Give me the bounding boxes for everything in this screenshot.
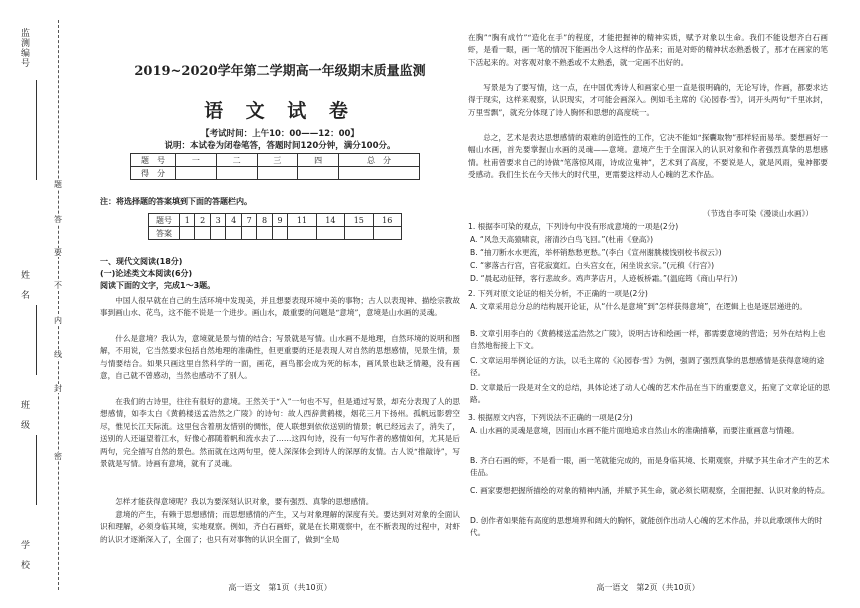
score-input-cell (216, 167, 257, 180)
answer-input-cell (272, 227, 287, 240)
binding-margin (0, 0, 72, 608)
passage-paragraph: 总之，艺术是表达思想感情的艰难的创造性的工作，它决不能如“探囊取物”那样轻而易举。要想画好一幅山水画，首先要掌握山水画的灵魂——意境。意境产生于全面深入的认识对象和作者强烈真挚的思想感情。杜甫曾要求自己的诗做“笔落惊风雨，诗成泣鬼神”，艺术到了高度，不要说是人，就是风雨，鬼神都要受感动。我们生长在今天伟大的时代里，更需要这样动人心魄的艺术作品。 (468, 133, 828, 180)
question-stem: 3. 根据原文内容，下列说法不正确的一项是(2分) (468, 413, 633, 422)
score-input-cell (257, 167, 298, 180)
page-2 (468, 0, 828, 608)
passage-paragraph: 什么是意境？我认为，意境就是景与情的结合；写景就是写情。山水画不是地理，自然环境的说明和图解，不用说，它当然要求包括自然地理的准确性，但更重要的还是表现人对自然的思想感情，见景生情，景与情要结合。如果只画这里自然科学的一面，画花，画鸟都会成为死的标本，画风景也缺乏情趣，没有画意，自己就不曾感动，当然也感动不了别人。 (100, 334, 460, 381)
answer-option: C. “寥落古行宫，宫花寂寞红。白头宫女在，闲坐说玄宗。”(元稹《行宫》) (470, 261, 715, 270)
passage-paragraph: 写景是为了要写情，这一点，在中国优秀诗人和画家心里一直是很明确的，无论写诗，作画，都要求达得于现实，这样来观察，认识现实，才可能会画深入。例如毛主席的《沁园春·雪》，词开头两句“千里冰封，万里雪飘”，就充分体现了诗人胸怀和思想的高度统一。 (468, 83, 828, 117)
exam-number-label: 监测编号 (19, 28, 29, 68)
answer-option: D. “晨起动征铎，客行悲故乡。鸡声茅店月，人迹板桥霜。”(温庭筠《商山早行》) (470, 274, 738, 283)
class-line (36, 435, 37, 505)
score-table-header-row (131, 154, 420, 167)
score-table (130, 153, 420, 180)
answer-cell: 3 (210, 214, 225, 227)
answer-option: A. 文章采用总分总的结构展开论证，从“什么是意境”到“怎样获得意境”，在逻辑上也是逐层递进的。 (470, 302, 807, 311)
answer-input-cell (180, 227, 195, 240)
answer-cell: 题号 (149, 214, 180, 227)
name-line (36, 305, 37, 375)
answer-table (148, 213, 402, 240)
seal-char: 线 (54, 350, 62, 359)
seal-char: 内 (54, 316, 62, 325)
answer-option: D. 文章最后一段是对全文的总结，具体论述了动人心魄的艺术作品在当下的重要意义，拓宽了文章论证的思路。 (470, 383, 830, 405)
passage-source: （节选自李可染《漫谈山水画》） (702, 209, 813, 218)
answer-table-row (149, 227, 402, 240)
score-cell: 得 分 (131, 167, 176, 180)
exam-title: 2019~2020学年第二学期高一年级期末质量监测 (134, 64, 426, 79)
score-input-cell (176, 167, 217, 180)
score-input-cell (298, 167, 339, 180)
passage-paragraph: 在胸”“胸有成竹”“造化在手”的程度，才能把握神的精神实质，赋予对象以生命。我们不能设想齐白石画虾，是看一眼，画一笔的情况下能画出令人这样的作品来；而是对虾的精神状态熟悉极了，那才在画家的笔下活起来的。对客观对象不熟悉或不太熟悉，就一定画不出好的。 (468, 33, 828, 67)
answer-input-cell (345, 227, 373, 240)
answer-cell: 16 (373, 214, 402, 227)
score-cell: 二 (216, 154, 257, 167)
exam-note: 说明：本试卷为闭卷笔答，答题时间120分钟，满分100分。 (164, 141, 396, 151)
question-stem: 1. 根据李可染的观点，下列诗句中没有形成意境的一项是(2分) (468, 222, 679, 231)
answer-option: D. 创作者如果能有高度的思想境界和阔大的胸怀，就能创作出动人心魄的艺术作品，并以此歌颂伟大的时代。 (470, 516, 823, 538)
answer-option: B. “抽刀断水水更流，举杯销愁愁更愁。”(李白《宣州谢朓楼饯别校书叔云》) (470, 248, 722, 257)
answer-cell: 1 (180, 214, 195, 227)
exam-number-line (36, 80, 37, 180)
answer-input-cell (241, 227, 256, 240)
answer-input-cell (373, 227, 402, 240)
seal-char: 要 (54, 248, 62, 257)
seal-char: 不 (54, 281, 62, 290)
seal-line (58, 20, 59, 590)
score-cell: 四 (298, 154, 339, 167)
question-stem: 2. 下列对原文论证的相关分析，不正确的一项是(2分) (468, 289, 648, 298)
answer-input-cell (210, 227, 225, 240)
answer-cell: 15 (345, 214, 373, 227)
seal-char: 密 (54, 452, 62, 461)
answer-cell: 7 (241, 214, 256, 227)
score-cell: 总 分 (339, 154, 420, 167)
answer-input-cell (226, 227, 241, 240)
answer-cell: 8 (257, 214, 272, 227)
score-cell: 题 号 (131, 154, 176, 167)
seal-char: 题 (54, 180, 62, 189)
school-label: 学 校 (19, 540, 29, 570)
passage-paragraph: 在我们的古诗里，往往有很好的意境。王然关于“入”一句也不写，但是通过写景，却充分表现了人的思想感情，如李太白《黄鹤楼送孟浩然之广陵》的诗句：故人西辞黄鹤楼，烟花三月下扬州。孤帆远影碧空尽，惟见长江天际流。这里包含着朋友惜别的惆怅，使人联想到依依送别的情景；帆已经远去了，消失了，送别的人还逼望着江水，好像心都随着帆和流水去了……这四句诗，没有一句写作者的感情如何，尤其是后两句，完全描写自然的景色。然而就在这两句里，使人深深体会到诗人的深厚的友情。古人说“推敲诗”，写景就是写情。诗画有意境，就有了灵魂。 (100, 397, 460, 469)
answer-input-cell (195, 227, 210, 240)
score-cell: 一 (176, 154, 217, 167)
answer-instruction: 注：将选择题的答案填到下面的答题栏内。 (100, 197, 252, 206)
subsection-heading: (一)论述类文本阅读(6分) (100, 269, 193, 278)
answer-cell: 9 (272, 214, 287, 227)
exam-time: 【考试时间：上午10：00——12：00】 (201, 129, 359, 139)
answer-option: A. 山水画的灵魂是意境，因而山水画不能片面地追求自然山水的准确描摹，而要注重画意与情趣。 (470, 426, 799, 435)
reading-instruction: 阅读下面的文字，完成1～3题。 (100, 281, 216, 290)
passage-paragraph: 怎样才能获得意境呢？我以为要深刻认识对象，要有强烈、真挚的思想感情。 (115, 497, 374, 506)
name-label: 姓 名 (19, 270, 29, 300)
score-input-cell (339, 167, 420, 180)
page-footer: 高一语文 第1页（共10页） (228, 583, 332, 592)
answer-cell: 答案 (149, 227, 180, 240)
score-table-row (131, 167, 420, 180)
answer-option: C. 画家要想把握所描绘的对象的精神内涵，并赋予其生命，就必须长期观察，全面把握、认识对象的特点。 (470, 486, 830, 495)
answer-table-header-row (149, 214, 402, 227)
subject-title: 语 文 试 卷 (204, 100, 356, 122)
page-1 (100, 0, 460, 608)
answer-cell: 14 (316, 214, 344, 227)
passage-paragraph: 中国人很早就在自己的生活环境中发现美，并且想要表现环境中美的事物；古人以表现神、描绘宗教故事到画山水、花鸟，这不能不说是一个进步。画山水，最重要的问题是“意境”，意境是山水画的灵魂。 (100, 296, 460, 318)
answer-option: B. 齐白石画的虾，不是看一眼，画一笔就能完成的，而是身临其境、长期观察，并赋予其生命才产生的艺术佳品。 (470, 456, 830, 478)
answer-input-cell (288, 227, 316, 240)
page-footer: 高一语文 第2页（共10页） (596, 583, 700, 592)
answer-cell: 11 (288, 214, 316, 227)
seal-char: 封 (54, 384, 62, 393)
seal-char: 答 (54, 215, 62, 224)
answer-input-cell (316, 227, 344, 240)
answer-input-cell (257, 227, 272, 240)
answer-option: B. 文章引用李白的《黄鹤楼送孟浩然之广陵》，说明古诗和绘画一样，都需要意境的营造；另外在结构上也自然地衔接上下文。 (470, 329, 826, 351)
passage-paragraph: 意境的产生，有赖于思想感情；而思想感情的产生，又与对象理解的深度有关。要达到对对象的全面认识和理解，必须身临其境，实地观察。例如，齐白石画虾，就是在长期观察中，在不断表现的过程中，对虾的认识才逐渐深入了，全面了；也只有对事物的认识全面了，做到“全局 (100, 510, 460, 544)
answer-option: A. “风急天高猿啸哀，渚清沙白鸟飞回。”(杜甫《登高》) (470, 235, 654, 244)
section-heading: 一、现代文阅读(18分) (100, 257, 183, 266)
score-cell: 三 (257, 154, 298, 167)
answer-cell: 2 (195, 214, 210, 227)
answer-option: C. 文章运用举例论证的方法，以毛主席的《沁园春·雪》为例，强调了强烈真挚的思想感情是获得意境的途径。 (470, 356, 825, 378)
answer-cell: 4 (226, 214, 241, 227)
class-label: 班 级 (19, 400, 29, 430)
